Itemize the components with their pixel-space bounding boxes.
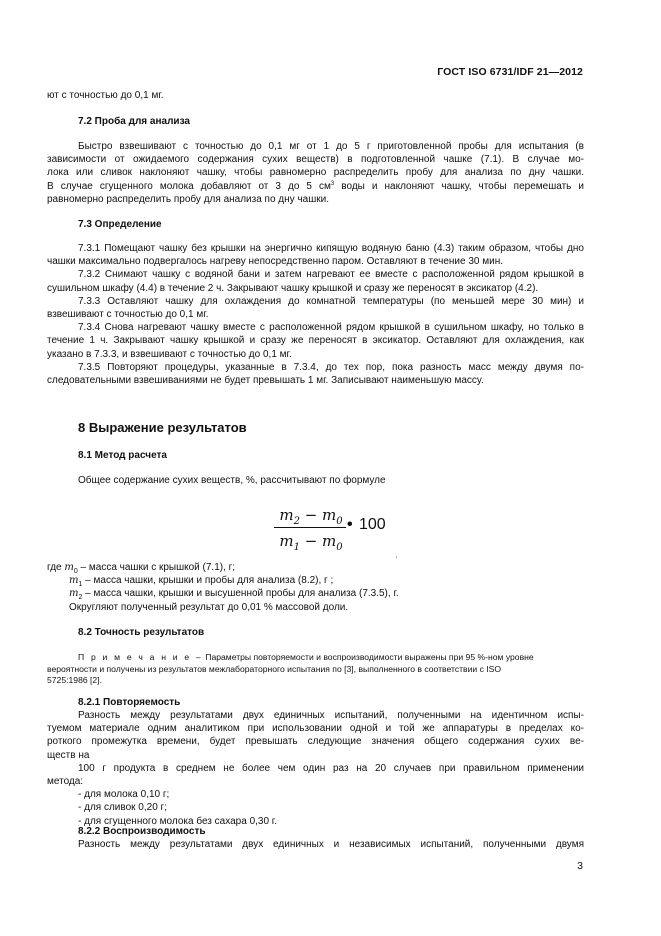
continuation-line: ют с точностью до 0,1 мг. <box>47 90 164 101</box>
legend-m2 <box>47 587 584 600</box>
rounding-text: Округляют полученный результат до 0,01 % массовой доли. <box>69 601 349 613</box>
text-line: зависимости от ожидаемого содержания сухих веществ) в подготовленной чашке (7.1). В случае мо- <box>47 154 584 166</box>
formula-intro: Общее содержание сухих веществ, %, рассчитывают по формуле <box>78 475 386 486</box>
subscript: 0 <box>336 542 343 553</box>
paragraph-7-3-3: 7.3.3 Оставляют чашку для охлаждения до комнатной температуры (по меньшей мере 30 мин) и взвешивают с точностью до 0,1 мг. <box>47 295 584 321</box>
subscript: 1 <box>78 581 83 589</box>
factor-100: 100 <box>359 516 386 533</box>
var: m <box>279 506 294 524</box>
var: m <box>64 562 74 573</box>
var: m <box>322 532 337 550</box>
superscript: 3 <box>330 180 335 187</box>
standard-header: ГОСТ ISO 6731/IDF 21—2012 <box>437 66 583 78</box>
note-label: П р и м е ч а н и е – <box>78 652 203 662</box>
subscript: 2 <box>78 594 83 602</box>
section-7-2-title: 7.2 Проба для анализа <box>78 116 190 127</box>
operator: − <box>299 506 323 524</box>
paragraph-7-3-1: 7.3.1 Помещают чашку без крышки на энергично кипящую водяную баню (4.3) таким образом, чтобы дно чашки максимально подвергалось нагреву непосредственно паром. Оставляют в течение 30 мин. <box>47 243 584 268</box>
text-span: В случае сгущенного молока добавляют от 3 до 5 см <box>47 180 331 192</box>
stray-mark: ' <box>396 557 398 563</box>
text-line: Быстро взвешивают с точностью до 0,1 мг от 1 до 5 г приготовленной пробы для испытания (в <box>78 141 584 152</box>
text-line: 100 г продукта в среднем не более чем один раз на 20 случаев при правильном применении <box>78 762 584 774</box>
var: m <box>322 506 337 524</box>
numerator <box>275 506 347 527</box>
note-text: Параметры повторяемости и воспроизводимости выражены при 95 %-ном уровне <box>202 652 534 662</box>
paragraph-7-3-2: 7.3.2 Снимают чашку с водяной бани и затем нагревают ее вместе с расположенной рядом крышкой в сушильном шкафу (4.4) в течение 2 ч. Закрывают чашку крышкой и сразу же переносят в эксикатор (4.2). <box>47 269 584 294</box>
text-line: роткого промежутка времени, будет превышать следующие значения общего содержания сухих ве- <box>47 736 584 748</box>
page-number: 3 <box>577 860 583 872</box>
subscript: 2 <box>293 516 300 527</box>
legend-m1 <box>47 574 584 587</box>
section-8-title: 8 Выражение результатов <box>78 420 247 435</box>
note-line: вероятности и получены из результатов межлабораторного испытания по [3], выполненного в соответствии с ISO <box>47 663 502 674</box>
legend-text: – масса чашки, крышки и высушенной пробы для анализа (7.3.5), г. <box>82 588 399 600</box>
list-item: - для сливок 0,20 г; <box>78 802 167 814</box>
multiply-dot: • <box>347 516 353 533</box>
section-7-3-body <box>47 242 584 387</box>
section-7-2-body <box>47 140 584 206</box>
section-8-1-title: 8.1 Метод расчета <box>78 450 167 461</box>
text-span: воды и наклоняют чашку, чтобы перемешать и <box>334 180 584 192</box>
formula <box>270 502 410 562</box>
legend-m0 <box>47 561 584 574</box>
text-line: равномерно распределить пробу для анализа по дну чашки. <box>47 193 329 205</box>
section-8-2-title: 8.2 Точность результатов <box>78 627 205 638</box>
text-line <box>47 180 584 193</box>
section-8-2-2-title: 8.2.2 Воспроизводимость <box>78 826 206 837</box>
section-8-2-1-title: 8.2.1 Повторяемость <box>78 697 181 708</box>
note-line: 5725:1986 [2]. <box>47 675 102 685</box>
text-line: ществ на <box>47 749 90 761</box>
subscript: 0 <box>73 568 78 575</box>
text-line: лока или сливок наклоняют чашку, чтобы равномерно распределить пробу для анализа по дну чашки. <box>47 167 584 179</box>
var: m <box>69 575 79 587</box>
subscript: 0 <box>336 516 343 527</box>
list-item: - для молока 0,10 г; <box>78 789 170 801</box>
legend-prefix: где <box>47 562 65 573</box>
list-item: - для сгущенного молока без сахара 0,30 г. <box>78 815 278 827</box>
note-block <box>47 652 584 687</box>
section-8-2-1-body <box>47 709 584 828</box>
text-line: Разность между результатами двух единичных испытаний, полученными на идентичном испы- <box>78 710 584 721</box>
denominator <box>275 532 347 553</box>
var: m <box>69 588 79 600</box>
legend-text: – масса чашки, крышки и пробы для анализа (8.2), г ; <box>82 575 334 587</box>
fraction-bar <box>274 527 346 528</box>
section-7-3-title: 7.3 Определение <box>78 219 162 230</box>
legend-text: – масса чашки с крышкой (7.1), г; <box>77 562 236 573</box>
variables-legend <box>47 561 584 614</box>
var: m <box>279 532 294 550</box>
operator: − <box>299 532 323 550</box>
fraction <box>270 502 350 558</box>
text-line: метода: <box>47 776 84 788</box>
paragraph-7-3-4: 7.3.4 Снова нагревают чашку вместе с расположенной рядом крышкой в сушильном шкафу, но только в течение 1 ч. Закрывают чашку крышкой и сразу же переносят в эксикатор. Оставляют для охлаждения, как указано в 7.3.3, и взвешивают с точностью до 0,1 мг. <box>47 322 584 360</box>
text-line: туемом материале одним аналитиком при использовании одной и той же аппаратуры в пределах ко- <box>47 723 584 735</box>
subscript: 1 <box>293 542 300 553</box>
paragraph-7-3-5: 7.3.5 Повторяют процедуры, указанные в 7.3.4, до тех пор, пока разность масс между двумя по-следовательными взвешиваниями не будет превышать 1 мг. Записывают наименьшую массу. <box>47 361 584 387</box>
note-line <box>47 652 584 664</box>
section-8-2-2-line: Разность между результатами двух единичных и независимых испытаний, полученными двумя <box>78 839 584 850</box>
